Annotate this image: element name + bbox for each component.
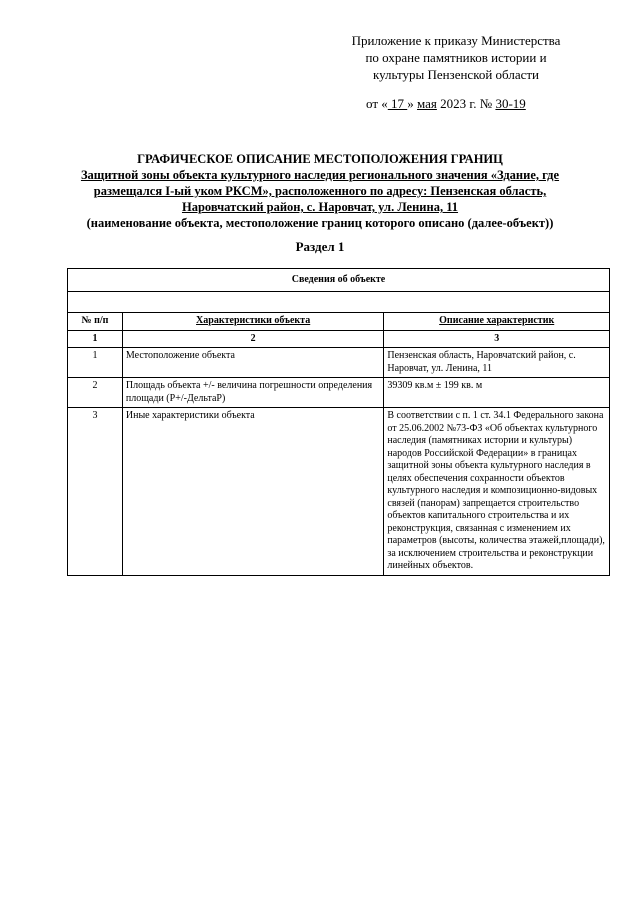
row-characteristic: Иные характеристики объекта <box>122 408 384 576</box>
row-number: 3 <box>68 408 123 576</box>
row-number: 1 <box>68 348 123 378</box>
document-title <box>60 151 580 231</box>
order-prefix: от « <box>366 96 388 111</box>
title-line-5: (наименование объекта, местоположение границ которого описано (далее-объект)) <box>86 216 554 230</box>
title-line-4: Наровчатский район, с. Наровчат, ул. Ленина, 11 <box>181 200 459 214</box>
row-characteristic: Местоположение объекта <box>122 348 384 378</box>
title-line-1: ГРАФИЧЕСКОЕ ОПИСАНИЕ МЕСТОПОЛОЖЕНИЯ ГРАНИЦ <box>137 152 503 166</box>
col-number-3: 3 <box>384 330 610 348</box>
table-caption: Сведения об объекте <box>68 269 610 292</box>
object-info-table <box>67 268 610 576</box>
table-row <box>68 408 610 576</box>
appendix-line-2: по охране памятников истории и <box>365 50 547 65</box>
order-reference <box>366 96 526 112</box>
order-day: 17 <box>387 96 408 111</box>
section-label: Раздел 1 <box>295 239 345 254</box>
order-month: мая <box>417 96 437 111</box>
appendix-line-1: Приложение к приказу Министерства <box>351 33 561 48</box>
appendix-line-3: культуры Пензенской области <box>372 67 540 82</box>
header-number: № п/п <box>68 313 123 331</box>
row-description: Пензенская область, Наровчатский район, с. Наровчат, ул. Ленина, 11 <box>384 348 610 378</box>
appendix-header <box>336 32 576 83</box>
table-row <box>68 348 610 378</box>
row-description: В соответствии с п. 1 ст. 34.1 Федерального закона от 25.06.2002 №73-ФЗ «Об объектах культурного наследия (памятниках истории и культуры) народов Российской Федерации» в границах защитной зоны объекта культурного наследия в целях обеспечения сохранности объектов культурного наследия и композиционно-видовых связей (панорам) запрещается строительство объектов капитального строительства и их реконструкция, связанная с изменением их параметров (высоты, количества этажей,площади), за исключением строительства и реконструкции линейных объектов. <box>384 408 610 576</box>
row-characteristic: Площадь объекта +/- величина погрешности определения площади (Р+/-ДельтаР) <box>122 378 384 408</box>
table-row <box>68 378 610 408</box>
header-characteristic: Характеристики объекта <box>122 313 384 331</box>
col-number-2: 2 <box>122 330 384 348</box>
order-number: 30-19 <box>495 96 526 111</box>
title-line-3: размещался I-ый уком РКСМ», расположенного по адресу: Пензенская область, <box>93 184 547 198</box>
header-description: Описание характеристик <box>384 313 610 331</box>
table-empty-row <box>68 292 610 313</box>
row-description: 39309 кв.м ± 199 кв. м <box>384 378 610 408</box>
order-year: 2023 г. № <box>436 96 496 111</box>
row-number: 2 <box>68 378 123 408</box>
order-mid: » <box>407 96 418 111</box>
title-line-2: Защитной зоны объекта культурного наследия регионального значения «Здание, где <box>80 168 560 182</box>
col-number-1: 1 <box>68 330 123 348</box>
